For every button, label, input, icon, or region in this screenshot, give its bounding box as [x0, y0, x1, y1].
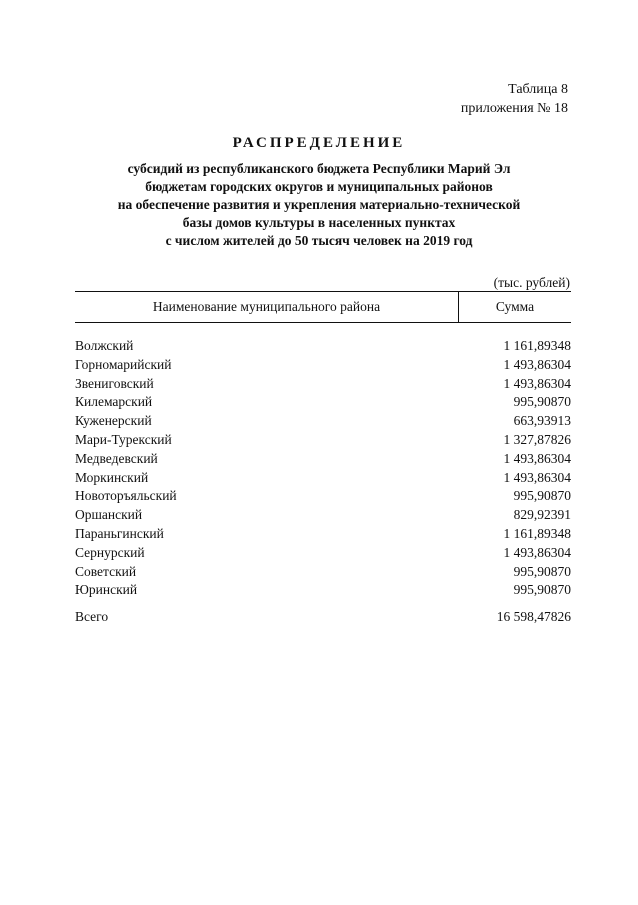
distribution-table: [75, 291, 571, 627]
district-name: Сернурский: [75, 544, 145, 560]
district-name: Юринский: [75, 582, 138, 598]
table-header: [75, 291, 571, 323]
district-sum: 1 493,86304: [503, 356, 571, 372]
district-sum: 829,92391: [513, 507, 571, 523]
table-number-label: Таблица 8: [508, 82, 568, 97]
table-reference: [461, 80, 568, 118]
table-row: [75, 450, 571, 469]
district-sum: 663,93913: [513, 413, 571, 429]
table-row: [75, 356, 571, 375]
district-name: Горномарийский: [75, 356, 172, 372]
district-sum: 1 493,86304: [503, 544, 571, 560]
district-sum: 1 493,86304: [503, 375, 571, 391]
district-sum: 1 327,87826: [503, 431, 571, 447]
district-name: Моркинский: [75, 469, 149, 485]
table-row: [75, 393, 571, 412]
district-name: Медведевский: [75, 450, 158, 466]
district-name: Новоторъяльский: [75, 488, 177, 504]
appendix-label: приложения № 18: [460, 101, 568, 116]
table-row: [75, 544, 571, 563]
district-sum: 1 161,89348: [503, 525, 571, 541]
district-name: Килемарский: [75, 394, 153, 410]
document-title: РАСПРЕДЕЛЕНИЕ: [232, 135, 406, 151]
district-name: Волжский: [75, 338, 134, 353]
district-sum: 995,90870: [513, 582, 571, 598]
table-body: [75, 337, 571, 600]
district-sum: 1 161,89348: [503, 338, 571, 353]
table-row: [75, 469, 571, 488]
district-name: Параньгинский: [75, 525, 164, 541]
table-row: [75, 525, 571, 544]
column-header-sum: Сумма: [495, 299, 535, 314]
district-sum: 995,90870: [513, 563, 571, 579]
subtitle-line: бюджетам городских округов и муниципальных районов: [145, 179, 493, 194]
district-name: Куженерский: [75, 413, 152, 429]
table-row: [75, 412, 571, 431]
table-row: [75, 487, 571, 506]
document-subtitle: [60, 160, 578, 250]
table-row: [75, 506, 571, 525]
total-row: [75, 608, 571, 627]
units-label: (тыс. рублей): [493, 275, 570, 290]
column-header-name: Наименование муниципального района: [75, 292, 459, 322]
district-sum: 995,90870: [513, 394, 571, 410]
district-name: Мари-Турекский: [75, 431, 172, 447]
total-sum: 16 598,47826: [496, 609, 571, 625]
subtitle-line: с числом жителей до 50 тысяч человек на 2019 год: [165, 233, 473, 248]
district-name: Оршанский: [75, 507, 143, 523]
district-sum: 995,90870: [513, 488, 571, 504]
subtitle-line: базы домов культуры в населенных пунктах: [182, 215, 456, 230]
district-name: Советский: [75, 563, 137, 579]
table-row: [75, 431, 571, 450]
table-row: [75, 581, 571, 600]
district-sum: 1 493,86304: [503, 450, 571, 466]
total-label: Всего: [75, 609, 109, 625]
table-row: [75, 563, 571, 582]
district-sum: 1 493,86304: [503, 469, 571, 485]
district-name: Звениговский: [75, 375, 154, 391]
subtitle-line: субсидий из республиканского бюджета Республики Марий Эл: [127, 161, 511, 176]
table-row: [75, 337, 571, 356]
table-row: [75, 375, 571, 394]
subtitle-line: на обеспечение развития и укрепления материально-технической: [117, 197, 521, 212]
